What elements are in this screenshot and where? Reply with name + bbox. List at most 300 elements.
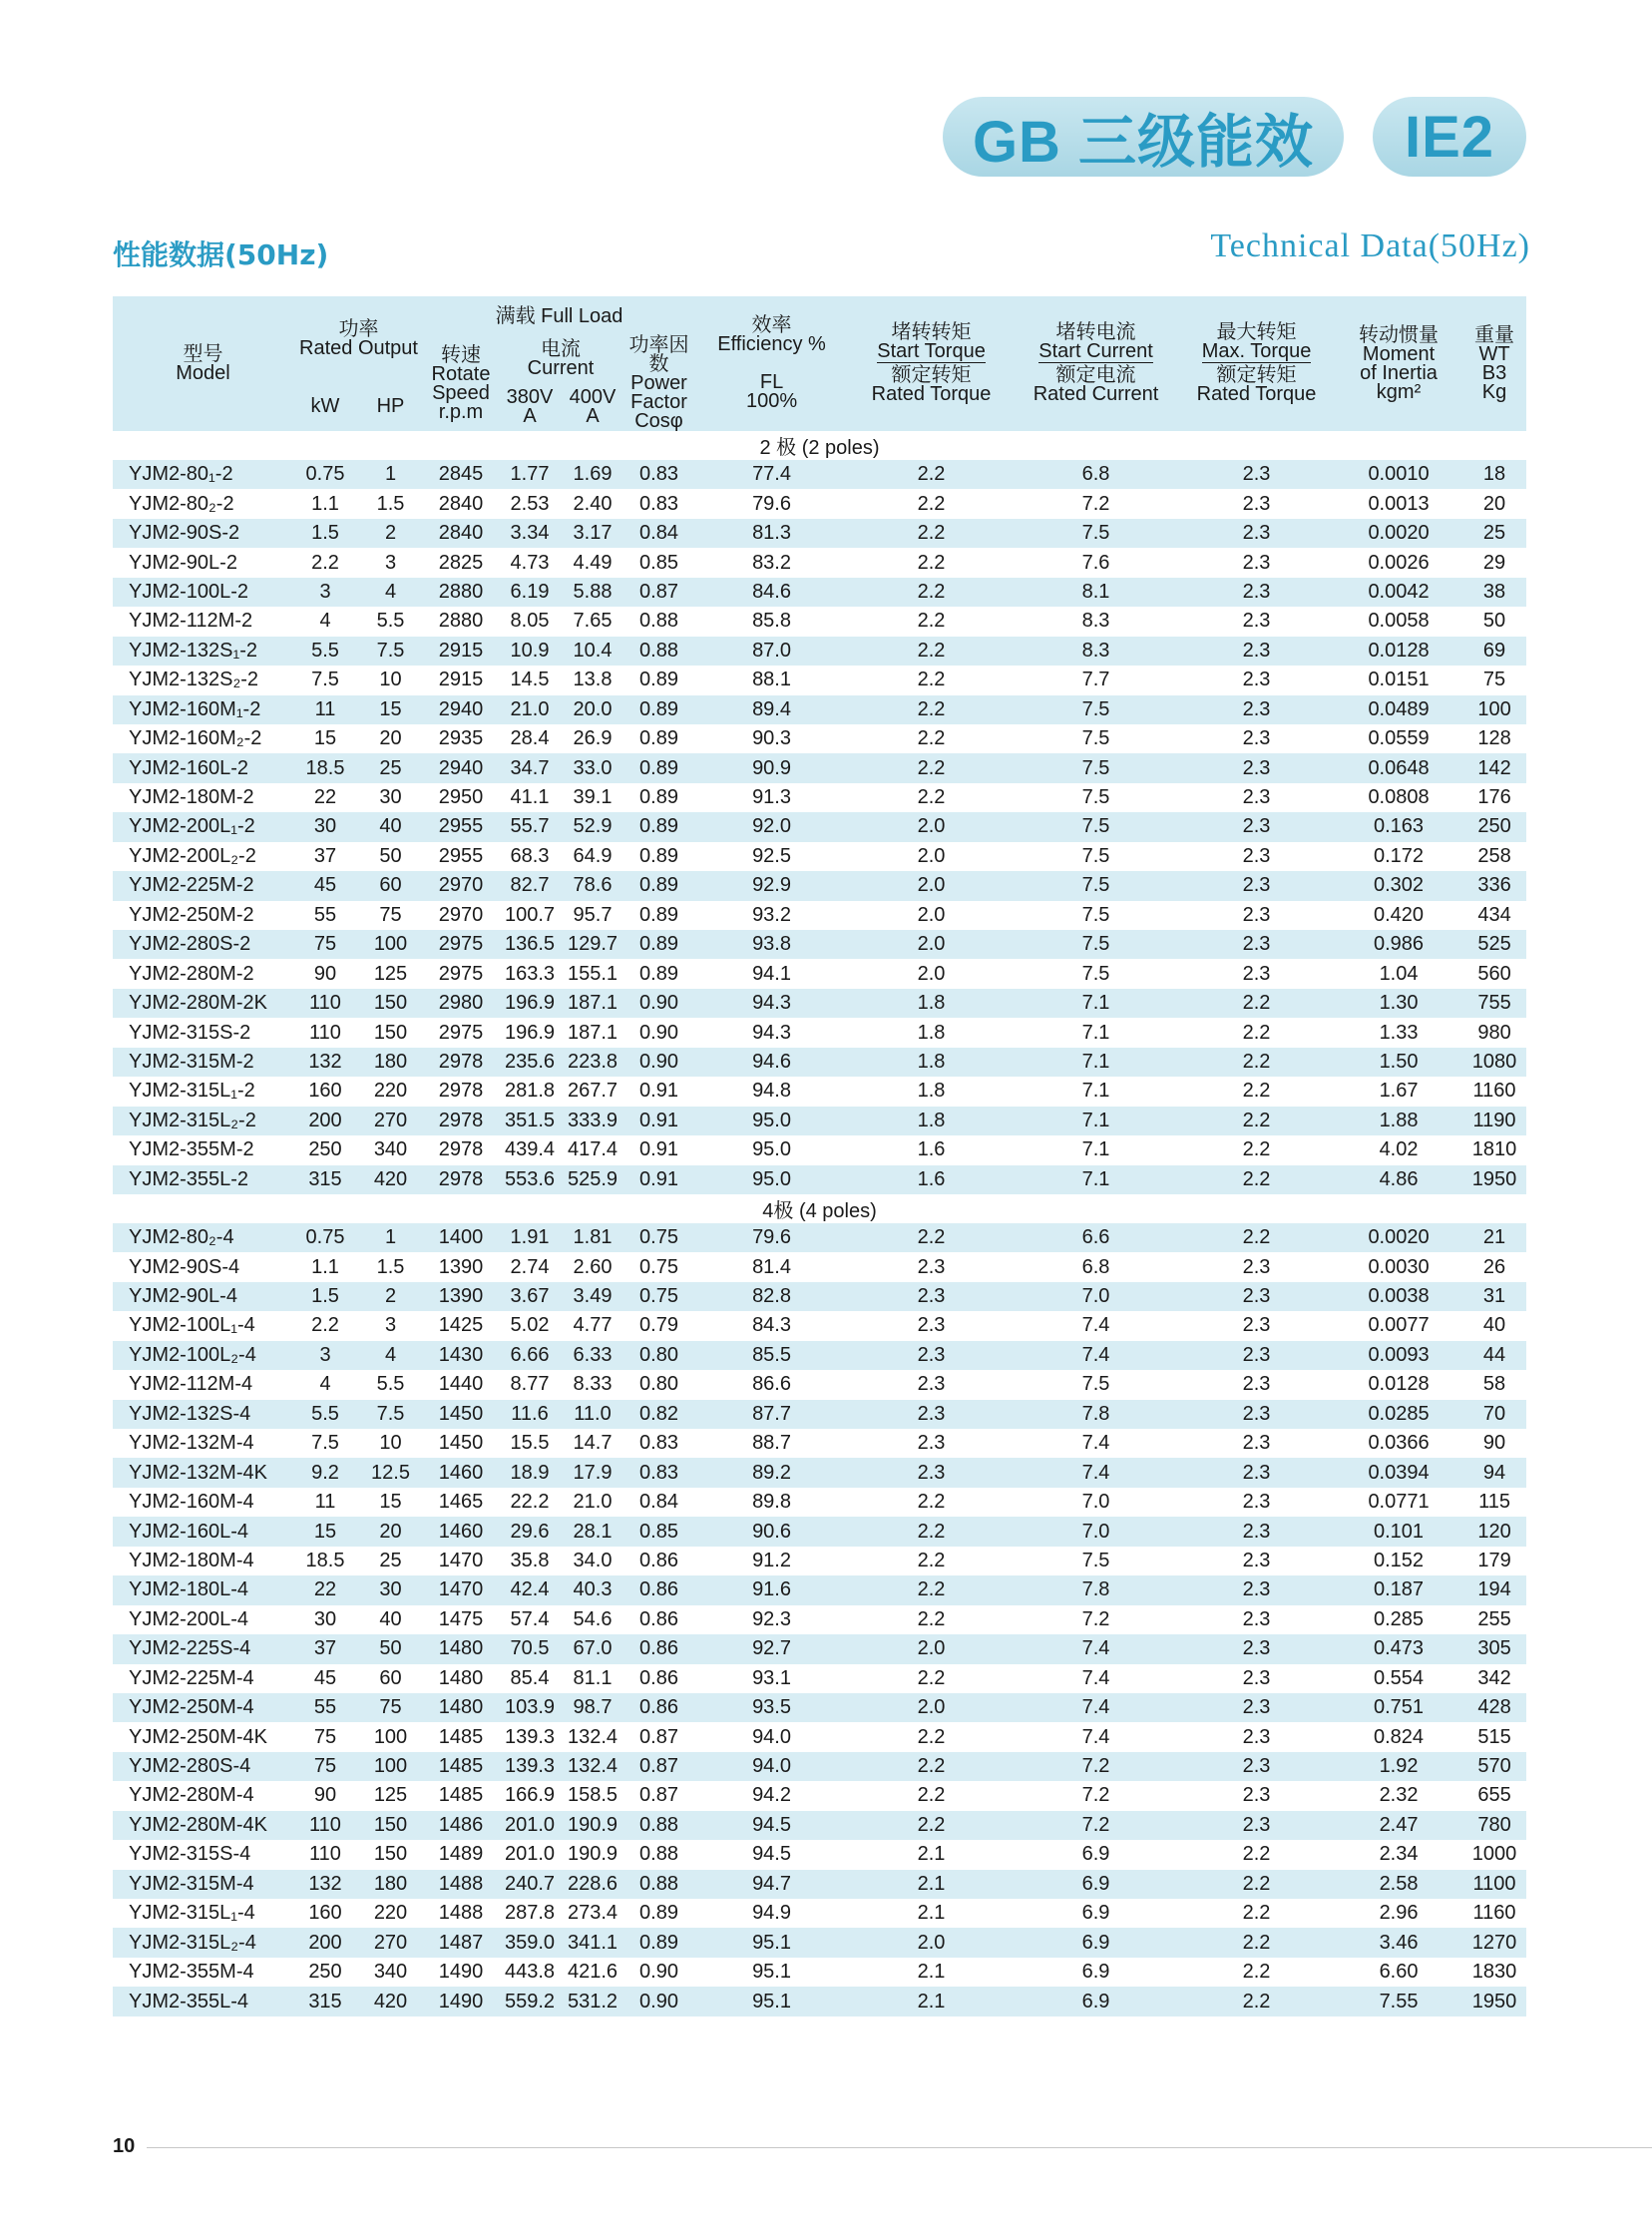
data-cell: 0.84 xyxy=(623,519,694,548)
data-cell: 2.3 xyxy=(1178,578,1335,607)
data-cell: 2.2 xyxy=(1178,1870,1335,1899)
data-cell: 2.3 xyxy=(849,1370,1014,1399)
data-cell: 90.6 xyxy=(694,1517,849,1546)
data-cell: 2.3 xyxy=(1178,519,1335,548)
data-cell: 2978 xyxy=(424,1077,498,1106)
data-cell: 525 xyxy=(1462,930,1526,959)
data-cell: 1430 xyxy=(424,1341,498,1370)
data-cell: 201.0 xyxy=(498,1811,562,1840)
data-cell: 7.1 xyxy=(1014,1165,1178,1194)
model-cell: YJM2-225S-4 xyxy=(113,1634,293,1663)
data-cell: 2.3 xyxy=(1178,460,1335,489)
data-cell: 83.2 xyxy=(694,548,849,577)
data-cell: 273.4 xyxy=(562,1899,623,1928)
data-cell: 132.4 xyxy=(562,1752,623,1781)
model-cell: YJM2-225M-2 xyxy=(113,871,293,900)
data-cell: 560 xyxy=(1462,959,1526,988)
data-cell: 3 xyxy=(357,548,424,577)
model-cell: YJM2-160L-2 xyxy=(113,753,293,782)
data-cell: 2.2 xyxy=(849,1605,1014,1634)
data-cell: 9.2 xyxy=(293,1458,357,1487)
data-cell: 0.87 xyxy=(623,1722,694,1751)
data-cell: 54.6 xyxy=(562,1605,623,1634)
data-cell: 8.77 xyxy=(498,1370,562,1399)
data-cell: 0.88 xyxy=(623,607,694,636)
data-cell: 95.1 xyxy=(694,1987,849,2016)
model-cell: YJM2-132M-4K xyxy=(113,1458,293,1487)
data-cell: 0.89 xyxy=(623,724,694,753)
data-cell: 2.2 xyxy=(849,753,1014,782)
data-cell: 1450 xyxy=(424,1429,498,1458)
model-cell: YJM2-355M-4 xyxy=(113,1958,293,1987)
table-row xyxy=(113,989,1526,1018)
data-cell: 18.5 xyxy=(293,1547,357,1575)
model-cell: YJM2-112M-4 xyxy=(113,1370,293,1399)
data-cell: 10.4 xyxy=(562,637,623,666)
data-cell: 142 xyxy=(1462,753,1526,782)
data-cell: 2.2 xyxy=(1178,1077,1335,1106)
data-cell: 0.89 xyxy=(623,812,694,841)
data-cell: 90 xyxy=(293,1781,357,1810)
model-cell: YJM2-280M-2 xyxy=(113,959,293,988)
data-cell: 7.2 xyxy=(1014,489,1178,518)
data-cell: 179 xyxy=(1462,1547,1526,1575)
data-cell: 1488 xyxy=(424,1870,498,1899)
data-cell: 2 xyxy=(357,519,424,548)
data-cell: 0.86 xyxy=(623,1664,694,1693)
data-cell: 160 xyxy=(293,1077,357,1106)
data-cell: 81.4 xyxy=(694,1252,849,1281)
model-cell: YJM2-280M-2K xyxy=(113,989,293,1018)
table-row xyxy=(113,578,1526,607)
data-cell: 1425 xyxy=(424,1311,498,1340)
data-cell: 1.5 xyxy=(293,519,357,548)
data-cell: 315 xyxy=(293,1165,357,1194)
data-cell: 2915 xyxy=(424,666,498,694)
data-cell: 2.0 xyxy=(849,959,1014,988)
data-cell: 1488 xyxy=(424,1899,498,1928)
model-cell: YJM2-355L-2 xyxy=(113,1165,293,1194)
data-cell: 25 xyxy=(357,1547,424,1575)
data-cell: 79.6 xyxy=(694,1223,849,1252)
data-cell: 75 xyxy=(1462,666,1526,694)
data-cell: 0.89 xyxy=(623,666,694,694)
data-cell: 2.0 xyxy=(849,812,1014,841)
data-cell: 1.5 xyxy=(357,1252,424,1281)
data-cell: 136.5 xyxy=(498,930,562,959)
data-cell: 0.89 xyxy=(623,1899,694,1928)
table-row xyxy=(113,666,1526,694)
data-cell: 40 xyxy=(357,1605,424,1634)
data-cell: 150 xyxy=(357,1811,424,1840)
data-cell: 1480 xyxy=(424,1693,498,1722)
data-cell: 200 xyxy=(293,1928,357,1957)
data-cell: 2.3 xyxy=(1178,1488,1335,1517)
data-cell: 2.2 xyxy=(849,783,1014,812)
data-cell: 0.75 xyxy=(293,460,357,489)
data-cell: 7.0 xyxy=(1014,1488,1178,1517)
data-cell: 434 xyxy=(1462,901,1526,930)
data-cell: 4.77 xyxy=(562,1311,623,1340)
technical-data-table xyxy=(113,296,1526,2016)
data-cell: 1.1 xyxy=(293,1252,357,1281)
data-cell: 420 xyxy=(357,1987,424,2016)
model-cell: YJM2-200L₁-2 xyxy=(113,812,293,841)
data-cell: 10 xyxy=(357,666,424,694)
data-cell: 34.0 xyxy=(562,1547,623,1575)
data-cell: 8.1 xyxy=(1014,578,1178,607)
data-cell: 2.2 xyxy=(849,1752,1014,1781)
data-cell: 0.91 xyxy=(623,1165,694,1194)
data-cell: 1.50 xyxy=(1335,1048,1462,1077)
table-row xyxy=(113,1458,1526,1487)
data-cell: 2.53 xyxy=(498,489,562,518)
data-cell: 91.6 xyxy=(694,1575,849,1604)
data-cell: 4.49 xyxy=(562,548,623,577)
data-cell: 2.3 xyxy=(1178,1664,1335,1693)
data-cell: 1400 xyxy=(424,1223,498,1252)
data-cell: 2.2 xyxy=(1178,1928,1335,1957)
data-cell: 1100 xyxy=(1462,1870,1526,1899)
data-cell: 421.6 xyxy=(562,1958,623,1987)
data-cell: 0.80 xyxy=(623,1370,694,1399)
data-cell: 15 xyxy=(357,1488,424,1517)
section-label: 4极 (4 poles) xyxy=(113,1194,1526,1223)
data-cell: 180 xyxy=(357,1048,424,1077)
data-cell: 3 xyxy=(293,1341,357,1370)
data-cell: 92.3 xyxy=(694,1605,849,1634)
data-cell: 2.2 xyxy=(849,1811,1014,1840)
data-cell: 31 xyxy=(1462,1282,1526,1311)
data-cell: 33.0 xyxy=(562,753,623,782)
data-cell: 553.6 xyxy=(498,1165,562,1194)
data-cell: 5.5 xyxy=(293,637,357,666)
data-cell: 2.3 xyxy=(1178,783,1335,812)
data-cell: 2935 xyxy=(424,724,498,753)
footer-divider xyxy=(147,2147,1652,2148)
data-cell: 2.3 xyxy=(1178,607,1335,636)
data-cell: 2825 xyxy=(424,548,498,577)
data-cell: 1160 xyxy=(1462,1899,1526,1928)
data-cell: 250 xyxy=(293,1958,357,1987)
data-cell: 0.90 xyxy=(623,1018,694,1047)
data-cell: 150 xyxy=(357,1018,424,1047)
data-cell: 3 xyxy=(357,1311,424,1340)
data-cell: 2.3 xyxy=(1178,753,1335,782)
data-cell: 25 xyxy=(1462,519,1526,548)
data-cell: 0.420 xyxy=(1335,901,1462,930)
data-cell: 93.5 xyxy=(694,1693,849,1722)
data-cell: 94.2 xyxy=(694,1781,849,1810)
data-cell: 2.32 xyxy=(1335,1781,1462,1810)
data-cell: 7.0 xyxy=(1014,1282,1178,1311)
table-row xyxy=(113,901,1526,930)
model-cell: YJM2-250M-2 xyxy=(113,901,293,930)
model-cell: YJM2-355M-2 xyxy=(113,1135,293,1164)
data-cell: 64.9 xyxy=(562,842,623,871)
data-cell: 515 xyxy=(1462,1722,1526,1751)
data-cell: 139.3 xyxy=(498,1722,562,1751)
data-cell: 351.5 xyxy=(498,1107,562,1135)
data-cell: 95.7 xyxy=(562,901,623,930)
data-cell: 0.75 xyxy=(293,1223,357,1252)
data-cell: 1.88 xyxy=(1335,1107,1462,1135)
data-cell: 1830 xyxy=(1462,1958,1526,1987)
data-cell: 0.89 xyxy=(623,842,694,871)
data-cell: 84.3 xyxy=(694,1311,849,1340)
hp-header: HP xyxy=(357,382,424,431)
data-cell: 0.0020 xyxy=(1335,1223,1462,1252)
model-cell: YJM2-160M₂-2 xyxy=(113,724,293,753)
data-cell: 22 xyxy=(293,1575,357,1604)
data-cell: 1440 xyxy=(424,1370,498,1399)
data-cell: 2.0 xyxy=(849,871,1014,900)
table-row xyxy=(113,930,1526,959)
model-cell: YJM2-132S-4 xyxy=(113,1400,293,1429)
data-cell: 2.2 xyxy=(293,1311,357,1340)
data-cell: 2.2 xyxy=(849,460,1014,489)
data-cell: 110 xyxy=(293,989,357,1018)
table-row xyxy=(113,1252,1526,1281)
table-row xyxy=(113,1107,1526,1135)
data-cell: 60 xyxy=(357,871,424,900)
data-cell: 2845 xyxy=(424,460,498,489)
model-cell: YJM2-80₁-2 xyxy=(113,460,293,489)
data-cell: 3.46 xyxy=(1335,1928,1462,1957)
data-cell: 92.0 xyxy=(694,812,849,841)
model-cell: YJM2-160M₁-2 xyxy=(113,695,293,724)
data-cell: 5.5 xyxy=(357,1370,424,1399)
data-cell: 92.9 xyxy=(694,871,849,900)
table-row xyxy=(113,1282,1526,1311)
data-cell: 2955 xyxy=(424,842,498,871)
data-cell: 2955 xyxy=(424,812,498,841)
table-row xyxy=(113,871,1526,900)
data-cell: 17.9 xyxy=(562,1458,623,1487)
model-cell: YJM2-280S-2 xyxy=(113,930,293,959)
data-cell: 0.86 xyxy=(623,1634,694,1663)
data-cell: 0.89 xyxy=(623,695,694,724)
data-cell: 163.3 xyxy=(498,959,562,988)
model-cell: YJM2-225M-4 xyxy=(113,1664,293,1693)
data-cell: 1490 xyxy=(424,1987,498,2016)
data-cell: 2.2 xyxy=(1178,1840,1335,1869)
data-cell: 223.8 xyxy=(562,1048,623,1077)
table-row xyxy=(113,1781,1526,1810)
data-cell: 340 xyxy=(357,1958,424,1987)
data-cell: 333.9 xyxy=(562,1107,623,1135)
data-cell: 6.9 xyxy=(1014,1987,1178,2016)
data-cell: 20 xyxy=(357,724,424,753)
data-cell: 1486 xyxy=(424,1811,498,1840)
data-cell: 38 xyxy=(1462,578,1526,607)
data-cell: 100.7 xyxy=(498,901,562,930)
data-cell: 0.83 xyxy=(623,489,694,518)
data-cell: 0.0026 xyxy=(1335,548,1462,577)
data-cell: 2.3 xyxy=(1178,1752,1335,1781)
data-cell: 7.8 xyxy=(1014,1400,1178,1429)
data-cell: 336 xyxy=(1462,871,1526,900)
data-cell: 35.8 xyxy=(498,1547,562,1575)
model-cell: YJM2-90L-2 xyxy=(113,548,293,577)
table-row xyxy=(113,842,1526,871)
data-cell: 0.163 xyxy=(1335,812,1462,841)
data-cell: 1.8 xyxy=(849,1018,1014,1047)
data-cell: 7.1 xyxy=(1014,1107,1178,1135)
data-cell: 90.3 xyxy=(694,724,849,753)
data-cell: 2950 xyxy=(424,783,498,812)
data-cell: 5.5 xyxy=(293,1400,357,1429)
data-cell: 0.0058 xyxy=(1335,607,1462,636)
data-cell: 1.8 xyxy=(849,1048,1014,1077)
model-cell: YJM2-355L-4 xyxy=(113,1987,293,2016)
data-cell: 1.91 xyxy=(498,1223,562,1252)
data-cell: 2.60 xyxy=(562,1252,623,1281)
model-cell: YJM2-315L₂-2 xyxy=(113,1107,293,1135)
data-cell: 0.101 xyxy=(1335,1517,1462,1546)
data-cell: 7.5 xyxy=(1014,812,1178,841)
data-cell: 1000 xyxy=(1462,1840,1526,1869)
data-cell: 2.3 xyxy=(1178,1605,1335,1634)
data-cell: 1460 xyxy=(424,1517,498,1546)
data-cell: 92.7 xyxy=(694,1634,849,1663)
data-cell: 6.8 xyxy=(1014,1252,1178,1281)
ie2-badge: IE2 xyxy=(1373,97,1526,177)
data-cell: 0.986 xyxy=(1335,930,1462,959)
data-cell: 0.91 xyxy=(623,1107,694,1135)
data-cell: 1190 xyxy=(1462,1107,1526,1135)
data-cell: 25 xyxy=(357,753,424,782)
section-title-cn: 性能数据(50Hz) xyxy=(113,238,329,271)
data-cell: 7.4 xyxy=(1014,1311,1178,1340)
data-cell: 2970 xyxy=(424,871,498,900)
data-cell: 50 xyxy=(1462,607,1526,636)
table-row xyxy=(113,1575,1526,1604)
data-cell: 6.6 xyxy=(1014,1223,1178,1252)
data-cell: 1.1 xyxy=(293,489,357,518)
data-cell: 2.1 xyxy=(849,1899,1014,1928)
data-cell: 0.0394 xyxy=(1335,1458,1462,1487)
data-cell: 780 xyxy=(1462,1811,1526,1840)
data-cell: 155.1 xyxy=(562,959,623,988)
data-cell: 7.5 xyxy=(1014,695,1178,724)
data-cell: 85.5 xyxy=(694,1341,849,1370)
data-cell: 7.4 xyxy=(1014,1634,1178,1663)
data-cell: 11 xyxy=(293,695,357,724)
data-cell: 8.05 xyxy=(498,607,562,636)
data-cell: 95.1 xyxy=(694,1958,849,1987)
data-cell: 132.4 xyxy=(562,1722,623,1751)
data-cell: 267.7 xyxy=(562,1077,623,1106)
data-cell: 2.3 xyxy=(1178,1693,1335,1722)
data-cell: 1.6 xyxy=(849,1165,1014,1194)
data-cell: 84.6 xyxy=(694,578,849,607)
table-row xyxy=(113,548,1526,577)
data-cell: 7.4 xyxy=(1014,1341,1178,1370)
table-row xyxy=(113,783,1526,812)
data-cell: 2.3 xyxy=(1178,842,1335,871)
data-cell: 2978 xyxy=(424,1165,498,1194)
data-cell: 7.2 xyxy=(1014,1605,1178,1634)
data-cell: 250 xyxy=(293,1135,357,1164)
data-cell: 980 xyxy=(1462,1018,1526,1047)
data-cell: 0.91 xyxy=(623,1135,694,1164)
data-cell: 88.7 xyxy=(694,1429,849,1458)
data-cell: 190.9 xyxy=(562,1811,623,1840)
data-cell: 2.2 xyxy=(849,666,1014,694)
data-cell: 34.7 xyxy=(498,753,562,782)
data-cell: 194 xyxy=(1462,1575,1526,1604)
model-cell: YJM2-280S-4 xyxy=(113,1752,293,1781)
data-cell: 1.30 xyxy=(1335,989,1462,1018)
table-row xyxy=(113,607,1526,636)
data-cell: 7.0 xyxy=(1014,1517,1178,1546)
data-cell: 0.88 xyxy=(623,1840,694,1869)
table-row xyxy=(113,1899,1526,1928)
table-row xyxy=(113,1311,1526,1340)
data-cell: 7.5 xyxy=(1014,724,1178,753)
data-cell: 2.1 xyxy=(849,1870,1014,1899)
data-cell: 0.91 xyxy=(623,1077,694,1106)
data-cell: 95.0 xyxy=(694,1165,849,1194)
start-torque-header: 堵转转矩 Start Torque 额定转矩 Rated Torque xyxy=(849,296,1014,431)
data-cell: 2.2 xyxy=(849,519,1014,548)
data-cell: 132 xyxy=(293,1870,357,1899)
data-cell: 0.89 xyxy=(623,871,694,900)
model-cell: YJM2-315L₁-4 xyxy=(113,1899,293,1928)
data-cell: 270 xyxy=(357,1928,424,1957)
data-cell: 94.6 xyxy=(694,1048,849,1077)
data-cell: 1485 xyxy=(424,1781,498,1810)
data-cell: 6.9 xyxy=(1014,1958,1178,1987)
data-cell: 1 xyxy=(357,1223,424,1252)
data-cell: 21 xyxy=(1462,1223,1526,1252)
data-cell: 2840 xyxy=(424,519,498,548)
data-cell: 7.4 xyxy=(1014,1429,1178,1458)
data-cell: 0.554 xyxy=(1335,1664,1462,1693)
data-cell: 30 xyxy=(357,783,424,812)
data-cell: 0.824 xyxy=(1335,1722,1462,1751)
data-cell: 20.0 xyxy=(562,695,623,724)
data-cell: 69 xyxy=(1462,637,1526,666)
data-cell: 2.3 xyxy=(1178,871,1335,900)
table-row xyxy=(113,1693,1526,1722)
data-cell: 4 xyxy=(357,1341,424,1370)
data-cell: 28.4 xyxy=(498,724,562,753)
data-cell: 91.3 xyxy=(694,783,849,812)
data-cell: 0.75 xyxy=(623,1282,694,1311)
data-cell: 41.1 xyxy=(498,783,562,812)
data-cell: 2.2 xyxy=(849,724,1014,753)
data-cell: 2.2 xyxy=(849,578,1014,607)
table-row xyxy=(113,1987,1526,2016)
data-cell: 2.3 xyxy=(1178,637,1335,666)
data-cell: 1.8 xyxy=(849,1107,1014,1135)
data-cell: 2975 xyxy=(424,959,498,988)
data-cell: 235.6 xyxy=(498,1048,562,1077)
inertia-header: 转动惯量 Moment of Inertia kgm² xyxy=(1335,296,1462,431)
data-cell: 2970 xyxy=(424,901,498,930)
data-cell: 0.473 xyxy=(1335,1634,1462,1663)
data-cell: 1480 xyxy=(424,1664,498,1693)
data-cell: 15 xyxy=(357,695,424,724)
data-cell: 0.0366 xyxy=(1335,1429,1462,1458)
full-load-header: 满载 Full Load xyxy=(424,296,694,336)
data-cell: 6.9 xyxy=(1014,1840,1178,1869)
table-row xyxy=(113,1752,1526,1781)
model-cell: YJM2-132S₂-2 xyxy=(113,666,293,694)
data-cell: 0.86 xyxy=(623,1547,694,1575)
